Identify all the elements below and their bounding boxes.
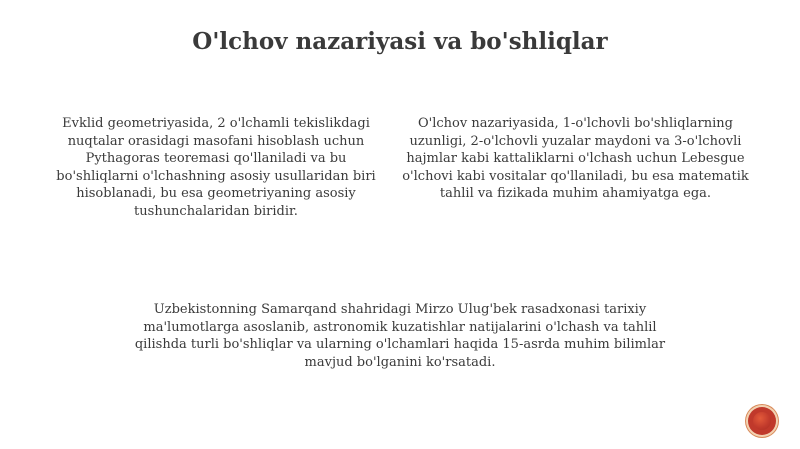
- slide-title: O'lchov nazariyasi va bo'shliqlar: [192, 28, 608, 55]
- next-slide-button[interactable]: [748, 407, 776, 435]
- circle-icon: [753, 412, 771, 430]
- text-block-euclid: Evklid geometriyasida, 2 o'lchamli tekislikdagi nuqtalar orasidagi masofani hisoblash uchun Pythagoras teoremasi qo'llaniladi va bu bo'shliqlarni o'lchashning asosiy usullaridan biri hisoblanadi, bu esa geometriyaning asosiy tushunchalaridan biridir.: [56, 116, 376, 219]
- text-block-samarkand: Uzbekistonning Samarqand shahridagi Mirzo Ulug'bek rasadxonasi tarixiy ma'lumotlarga asoslanib, astronomik kuzatishlar natijalarini o'lchash va tahlil qilishda turli bo'shliqlar va ularning o'lchamlari haqida 15-asrda muhim bilimlar mavjud bo'lganini ko'rsatadi.: [134, 302, 666, 370]
- text-block-measure-theory: O'lchov nazariyasida, 1-o'lchovli bo'shliqlarning uzunligi, 2-o'lchovli yuzalar maydoni va 3-o'lchovli hajmlar kabi kattaliklarni o'lchash uchun Lebesgue o'lchovi kabi vositalar qo'llaniladi, bu esa matematik tahlil va fizikada muhim ahamiyatga ega.: [402, 116, 749, 202]
